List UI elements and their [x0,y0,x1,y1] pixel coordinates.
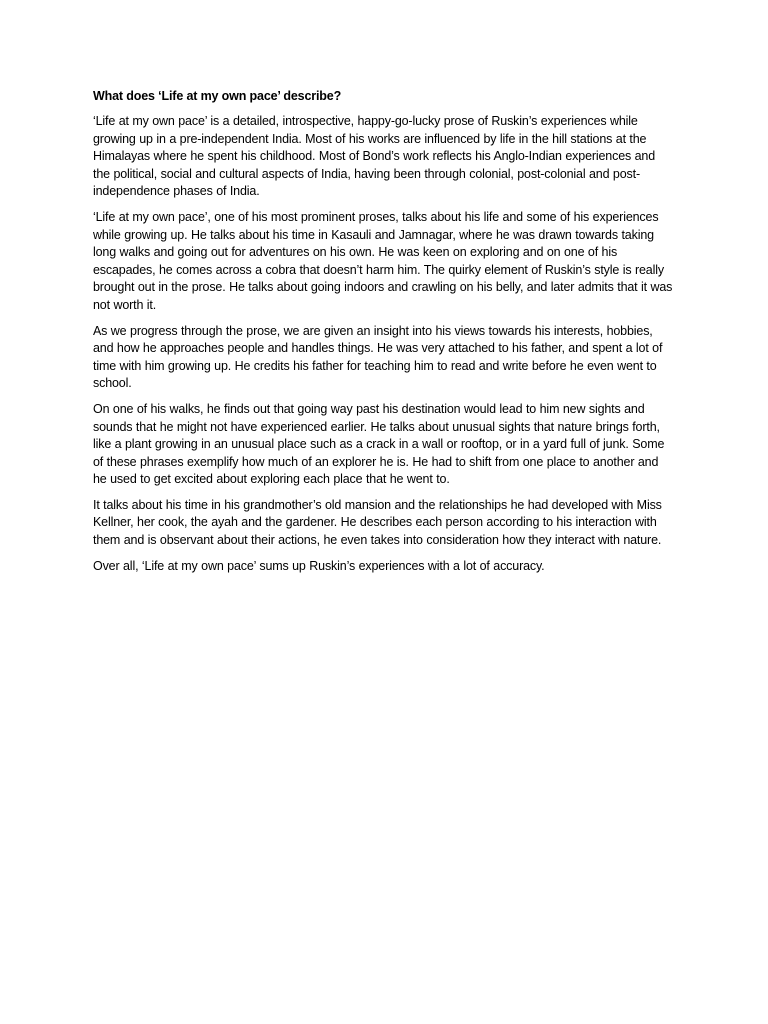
paragraph-conclusion: Over all, ‘Life at my own pace’ sums up Ruskin’s experiences with a lot of accuracy. [93,558,545,573]
paragraph-intro: ‘Life at my own pace’ is a detailed, introspective, happy-go-lucky prose of Ruskin’s experiences while growing up in a pre-independent India. Most of his works are influenced by life in the hill stations at the Himalayas where he spent his childhood. Most of Bond’s work reflects his Anglo-Indian experiences and the political, social and cultural aspects of India, having been through colonial, post-colonial and post-independence phases of India. [93,114,656,199]
paragraph-grandmother: It talks about his time in his grandmother’s old mansion and the relationships he had developed with Miss Kellner, her cook, the ayah and the gardener. He describes each person according to his interaction with them and is observant about their actions, he even takes into consideration how they interact with nature. [93,497,662,548]
paragraph-walks: On one of his walks, he finds out that going way past his destination would lead to him new sights and sounds that he might not have experienced earlier. He talks about unusual sights that nature brings forth, like a plant growing in an unusual place such as a crack in a wall or rooftop, or in a yard full of junk. Some of these phrases exemplify how much of an explorer he is. He had to shift from one place to another and he used to get excited about exploring each place that he went to. [93,401,665,487]
question-heading: What does ‘Life at my own pace’ describe? [93,89,342,103]
paragraph-insight: As we progress through the prose, we are given an insight into his views towards his interests, hobbies, and how he approaches people and handles things. He was very attached to his father, and spent a lot of time with him growing up. He credits his father for teaching him to read and write before he even went to school. [93,323,663,391]
paragraph-prominent-prose: ‘Life at my own pace’, one of his most prominent proses, talks about his life and some of his experiences while growing up. He talks about his time in Kasauli and Jamnagar, where he was drawn towards taking long walks and going out for adventures on his own. He was keen on exploring and on one of his escapades, he comes across a cobra that doesn’t harm him. The quirky element of Ruskin’s style is really brought out in the prose. He talks about going indoors and crawling on his belly, and later admits that it was not worth it. [93,209,673,312]
document-body [93,87,675,583]
